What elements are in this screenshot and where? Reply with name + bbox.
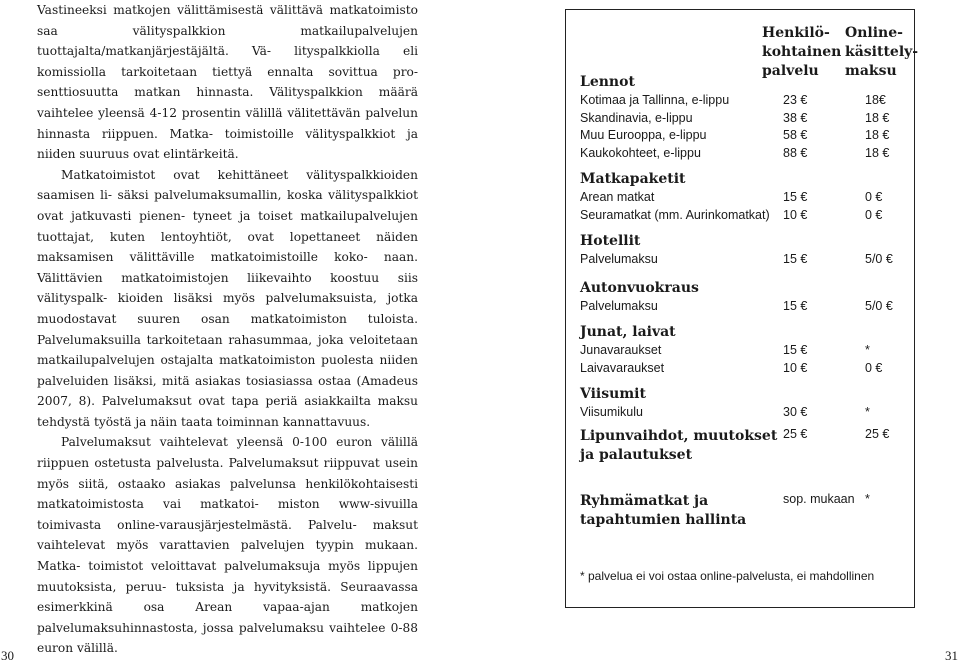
- value-personal: 10 €: [783, 207, 808, 222]
- section-1: [580, 170, 910, 224]
- text-line: 8). Palvelumaksut ovat tapa periä asiakkailta maksu tehdystä työstä ja: [37, 394, 418, 429]
- row-label: Skandinavia, e-lippu: [580, 110, 693, 125]
- section-3: [580, 279, 910, 316]
- price-row: [580, 207, 910, 225]
- section-lipunvaihdot: [580, 427, 910, 465]
- row-label: Palvelumaksu: [580, 252, 658, 266]
- price-row: [580, 110, 910, 128]
- value-personal: 58 €: [783, 128, 808, 143]
- text-line: Palvelumaksut vaihtelevat yleensä 0-100 euron välillä riippuen: [37, 435, 418, 471]
- text-line: euron välillä.: [37, 641, 118, 656]
- paragraph-service-fee-model: [37, 165, 418, 433]
- header-online-fee: Online- käsittely- maksu: [845, 25, 919, 79]
- text-line: näin taata toiminnan kannattavuus.: [150, 414, 371, 429]
- text-line: matkatoimiston tuloista. Palvelumaksuilla tarkoitetaan rahasummaa,: [37, 311, 418, 347]
- row-label: Arean matkat: [580, 190, 655, 204]
- text-line: lopettaneet näiden maksamisen välittäville matkatoimistoille koko-: [37, 229, 419, 265]
- text-line: lityspalkkiolla eli komissiolla tarkoitetaan tiettyä ennalta sovittua pro-: [37, 44, 419, 79]
- section-title: Ryhmämatkat ja tapahtumien hallinta: [580, 493, 747, 528]
- section-2: [580, 232, 910, 269]
- price-row: [580, 251, 910, 269]
- section-ryhmamatkat: [580, 492, 910, 530]
- text-line: säksi palvelumaksumallin, koska välityspalkkiot ovat jatkuvasti pienen-: [37, 188, 418, 223]
- value-online: *: [865, 405, 870, 419]
- text-line: 4-12 prosentin välillä välitettävän palvelun hinnasta riippuen. Matka-: [37, 105, 419, 141]
- value-online: 25 €: [865, 427, 890, 441]
- row-label: Laivavaraukset: [580, 360, 665, 375]
- section-title: Hotellit: [580, 233, 641, 249]
- value-personal: 23 €: [783, 93, 808, 107]
- value-online: 18 €: [865, 128, 890, 143]
- value-online: 0 €: [865, 360, 883, 375]
- value-personal: 38 €: [783, 110, 808, 125]
- text-line: senttiosuutta matkan hinnasta. Välityspalkkion määrä vaihtelee yleensä: [37, 85, 418, 120]
- section-title: Viisumit: [580, 386, 646, 402]
- paragraph-service-fee-range: [37, 432, 418, 659]
- price-row: [580, 145, 910, 163]
- text-line: kioiden lisäksi myös palvelumaksuista, jotka muodostavat suuren osan: [37, 291, 418, 326]
- text-line: naan. Välittävien matkatoimistojen liikevaihto koostuu siis välityspalk-: [37, 250, 418, 306]
- text-line: ostetusta palvelusta. Palvelumaksut riippuvat usein myös siitä, ostaako: [37, 456, 418, 491]
- value-online: 18 €: [865, 145, 890, 160]
- value-online: 0 €: [865, 207, 883, 222]
- price-row: [580, 127, 910, 145]
- section-title: Junat, laivat: [580, 324, 676, 340]
- header-personal-service: Henkilö- kohtainen palvelu: [762, 25, 842, 79]
- value-online: *: [865, 492, 870, 506]
- value-personal: 30 €: [783, 405, 808, 419]
- row-label: Viisumikulu: [580, 405, 643, 419]
- value-personal: 88 €: [783, 145, 808, 160]
- value-online: 18€: [865, 93, 886, 107]
- price-row: [580, 298, 910, 316]
- price-row: [580, 404, 910, 422]
- text-line: toimistot veloittavat palvelumaksuja myös lippujen muutoksista, peruu-: [37, 559, 418, 594]
- price-row: [580, 189, 910, 207]
- section-4: [580, 323, 910, 377]
- value-personal: 15 €: [783, 252, 808, 266]
- value-personal: 15 €: [783, 190, 808, 204]
- section-title: Autonvuokraus: [580, 280, 699, 296]
- service-fee-table: [565, 9, 919, 608]
- page-number-left: 30: [1, 648, 14, 663]
- text-line: maksut vaihtelevat myös varattavien palvelujen tyypin mukaan. Matka-: [37, 517, 418, 574]
- row-label: Palvelumaksu: [580, 299, 658, 313]
- text-line: Vastineeksi matkojen välittämisestä välittävä matkatoimisto saa: [37, 3, 418, 38]
- value-personal: 25 €: [783, 427, 808, 441]
- footnote: * palvelua ei voi ostaa online-palvelusta, ei mahdollinen: [580, 569, 875, 583]
- row-label: Muu Eurooppa, e-lippu: [580, 128, 707, 143]
- page-number-right: 31: [945, 648, 958, 663]
- text-line: asiakas palvelunsa henkilökohtaisesti matkatoimistosta vai matkatoi-: [37, 476, 418, 512]
- text-line: miston www-sivuilla toimivasta online-varausjärjestelmästä. Palvelu-: [37, 497, 418, 532]
- text-line: tuksista ja hyvityksistä. Seuraavassa esimerkkinä osa Arean vapaa-ajan: [37, 579, 418, 615]
- value-personal: 15 €: [783, 299, 808, 313]
- section-0: [580, 73, 910, 162]
- paragraph-commission: [37, 0, 418, 165]
- text-line: matkojen palvelumaksuhinnastosta, jossa palvelumaksu vaihtelee 0-88: [37, 600, 418, 635]
- row-label: Kaukokohteet, e-lippu: [580, 145, 701, 160]
- row-label: Junavaraukset: [580, 343, 662, 357]
- text-line: välityspalkkion matkailupalvelujen tuottajalta/matkanjärjestäjältä. Vä-: [37, 23, 418, 59]
- value-online: *: [865, 343, 870, 357]
- value-personal: 10 €: [783, 360, 808, 375]
- price-row: [580, 342, 910, 360]
- section-5: [580, 385, 910, 422]
- price-row: [580, 360, 910, 378]
- row-label: Seuramatkat (mm. Aurinkomatkat): [580, 207, 770, 222]
- body-text-column: [37, 0, 418, 659]
- value-online: 0 €: [865, 190, 883, 204]
- section-title: Matkapaketit: [580, 171, 686, 187]
- section-title: Lipunvaihdot, muutokset ja palautukset: [580, 428, 778, 463]
- value-personal: sop. mukaan: [783, 492, 855, 506]
- text-line: toimistoille välityspalkkiot ja niiden suuruus ovat elintärkeitä.: [37, 126, 419, 162]
- text-line: tyneet ja toiset matkailupalvelujen tuottajat, kuten lentoyhtiöt, ovat: [37, 208, 418, 244]
- value-personal: 15 €: [783, 343, 808, 357]
- value-online: 18 €: [865, 110, 890, 125]
- row-label: Kotimaa ja Tallinna, e-lippu: [580, 93, 730, 107]
- text-line: Matkatoimistot ovat kehittäneet välityspalkkioiden saamisen li-: [37, 167, 418, 203]
- text-line: niiden palveluiden lisäksi, mitä asiakas tosiasiassa ostaa (Amadeus 2007,: [37, 353, 419, 409]
- value-online: 5/0 €: [865, 252, 893, 266]
- value-online: 5/0 €: [865, 299, 893, 313]
- price-row: [580, 92, 910, 110]
- text-line: joka veloitetaan matkailupalvelujen ostajalta matkatoimiston puolesta: [37, 332, 419, 368]
- section-title: Lennot: [580, 74, 635, 90]
